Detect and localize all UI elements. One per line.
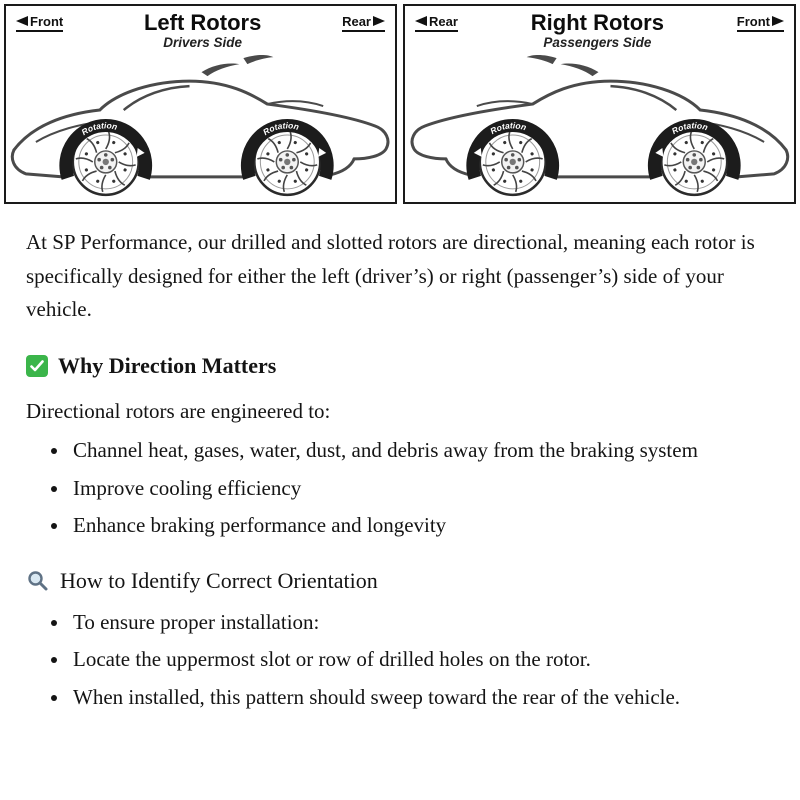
section-title: How to Identify Correct Orientation: [60, 567, 378, 593]
list-item: • Enhance braking performance and longevity: [70, 509, 774, 542]
benefits-list: [26, 434, 774, 542]
section-identify-orientation: [26, 568, 774, 594]
list-item: • Improve cooling efficiency: [70, 472, 774, 505]
section-title: Why Direction Matters: [58, 352, 277, 378]
panel-subtitle: Passengers Side: [543, 35, 652, 51]
front-direction-label: [16, 13, 63, 32]
arrow-right-icon: [772, 16, 784, 26]
section-why-direction-matters: [26, 353, 774, 379]
left-car-illustration: [6, 50, 395, 202]
intro-paragraph: At SP Performance, our drilled and slotted rotors are directional, meaning each rotor is specifically designed for either the left (driver’s) or right (passenger’s) side of your vehicle.: [26, 230, 755, 322]
article-body: [0, 204, 800, 759]
rear-direction-label: [342, 13, 385, 32]
left-panel-titles: [144, 11, 261, 50]
rotation-label: Rotation: [79, 120, 119, 138]
arrow-left-icon: [16, 16, 28, 26]
right-panel-titles: [531, 11, 664, 50]
rotation-label: Rotation: [261, 120, 300, 138]
right-rotors-panel: [403, 4, 796, 204]
direction-text: Rear: [342, 13, 371, 29]
panel-title: Right Rotors: [530, 10, 664, 35]
list-item: • Channel heat, gases, water, dust, and debris away from the braking system: [70, 434, 774, 467]
right-panel-header: [405, 6, 794, 50]
direction-text: Front: [736, 13, 770, 29]
left-rotors-panel: [4, 4, 397, 204]
list-item: • Locate the uppermost slot or row of drilled holes on the rotor.: [70, 643, 774, 676]
direction-text: Rear: [429, 13, 458, 29]
arrow-right-icon: [373, 16, 385, 26]
rotor-direction-diagram: [4, 4, 796, 204]
panel-subtitle: Drivers Side: [163, 35, 243, 51]
direction-text: Front: [30, 13, 64, 29]
rear-direction-label: [415, 13, 458, 32]
list-item: • When installed, this pattern should sweep toward the rear of the vehicle.: [70, 681, 774, 714]
rotation-label: Rotation: [488, 120, 528, 137]
right-car-illustration: [405, 50, 794, 202]
section-lead: Directional rotors are engineered to:: [26, 398, 331, 423]
panel-title: Left Rotors: [143, 10, 262, 35]
front-direction-label: [737, 13, 784, 32]
rotation-label: Rotation: [669, 120, 710, 137]
magnifier-icon: [26, 569, 50, 593]
list-item: • To ensure proper installation:: [70, 606, 774, 639]
check-icon: [26, 355, 48, 377]
left-panel-header: [6, 6, 395, 50]
arrow-left-icon: [415, 16, 427, 26]
orientation-steps-list: [26, 606, 774, 714]
